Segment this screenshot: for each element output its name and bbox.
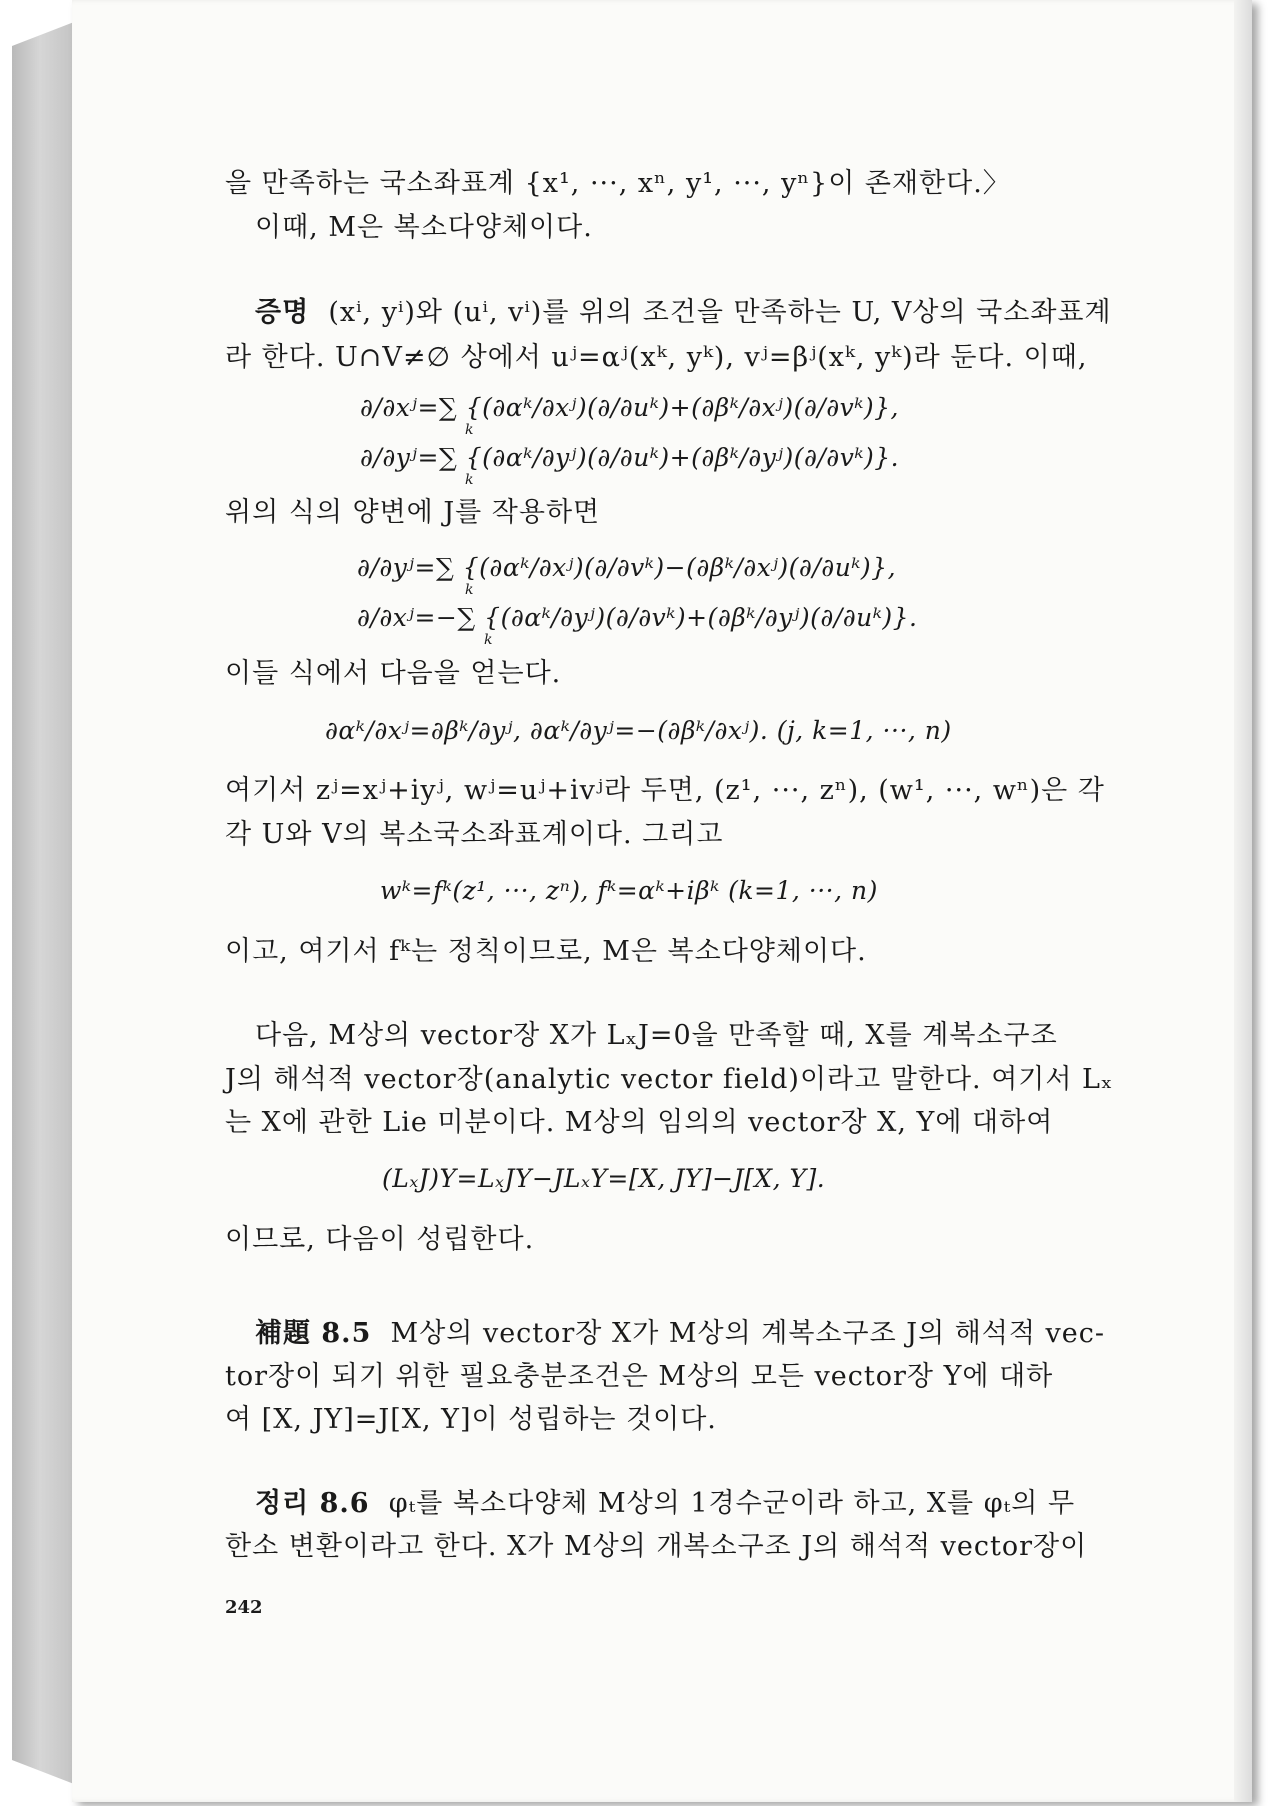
theorem-line-2: 한소 변환이라고 한다. X가 M상의 개복소구조 J의 해석적 vector장이 bbox=[225, 1531, 1088, 1562]
proof-line-2: 라 한다. U∩V≠∅ 상에서 uʲ=αʲ(xᵏ, yᵏ), vʲ=βʲ(xᵏ, yᵏ)라 둔다. 이때, bbox=[225, 342, 1088, 373]
lemma-text-1: M상의 vector장 X가 M상의 계복소구조 J의 해석적 vec- bbox=[390, 1318, 1106, 1349]
text-line-4: 이들 식에서 다음을 얻는다. bbox=[225, 658, 562, 689]
lemma-heading: 補題 8.5 bbox=[255, 1318, 372, 1349]
text-line-2: 이때, M은 복소다양체이다. bbox=[255, 212, 593, 243]
text-line-6: 각 U와 V의 복소국소좌표계이다. 그리고 bbox=[225, 819, 724, 850]
equation-3: ∂/∂yʲ=∑ {(∂αᵏ/∂xʲ)(∂/∂vᵏ)−(∂βᵏ/∂xʲ)(∂/∂uᵏ)}, bbox=[357, 553, 897, 582]
sum-index-2: k bbox=[465, 472, 474, 488]
equation-2: ∂/∂yʲ=∑ {(∂αᵏ/∂yʲ)(∂/∂uᵏ)+(∂βᵏ/∂yʲ)(∂/∂vᵏ)}. bbox=[360, 443, 900, 472]
equation-7: (LₓJ)Y=LₓJY−JLₓY=[X, JY]−J[X, Y]. bbox=[382, 1164, 826, 1193]
text-line-8: 다음, M상의 vector장 X가 LₓJ=0을 만족할 때, X를 계복소구조 bbox=[255, 1020, 1058, 1051]
sum-index-1: k bbox=[465, 422, 474, 438]
lemma-line-1 bbox=[255, 1317, 1105, 1351]
text-line-10: 는 X에 관한 Lie 미분이다. M상의 임의의 vector장 X, Y에 대하여 bbox=[225, 1107, 1054, 1138]
lemma-line-3: 여 [X, JY]=J[X, Y]이 성립하는 것이다. bbox=[225, 1404, 717, 1435]
theorem-heading: 정리 8.6 bbox=[255, 1488, 370, 1519]
proof-text-1: (xⁱ, yⁱ)와 (uⁱ, vⁱ)를 위의 조건을 만족하는 U, V상의 국소좌표계 bbox=[328, 297, 1112, 328]
equation-4: ∂/∂xʲ=−∑ {(∂αᵏ/∂yʲ)(∂/∂vᵏ)+(∂βᵏ/∂yʲ)(∂/∂uᵏ)}. bbox=[357, 603, 918, 632]
theorem-line-1 bbox=[255, 1487, 1075, 1521]
text-line-7: 이고, 여기서 fᵏ는 정칙이므로, M은 복소다양체이다. bbox=[225, 936, 867, 967]
equation-1: ∂/∂xʲ=∑ {(∂αᵏ/∂xʲ)(∂/∂uᵏ)+(∂βᵏ/∂xʲ)(∂/∂vᵏ)}, bbox=[360, 393, 900, 422]
proof-line-1 bbox=[255, 296, 1112, 330]
text-line-9: J의 해석적 vector장(analytic vector field)이라고 말한다. 여기서 Lₓ bbox=[225, 1064, 1114, 1095]
proof-heading: 증명 bbox=[255, 297, 310, 328]
sum-index-4: k bbox=[484, 632, 493, 648]
equation-6: wᵏ=fᵏ(z¹, ···, zⁿ), fᵏ=αᵏ+iβᵏ (k=1, ···, n) bbox=[380, 876, 878, 905]
page-number: 242 bbox=[225, 1597, 263, 1618]
text-line-11: 이므로, 다음이 성립한다. bbox=[225, 1224, 535, 1255]
theorem-text-1: φₜ를 복소다양체 M상의 1경수군이라 하고, X를 φₜ의 무 bbox=[388, 1488, 1076, 1519]
page-edge bbox=[1234, 0, 1252, 1802]
text-line-3: 위의 식의 양변에 J를 작용하면 bbox=[225, 497, 601, 528]
book-spine bbox=[12, 22, 74, 1784]
sum-index-3: k bbox=[465, 582, 474, 598]
equation-5: ∂αᵏ/∂xʲ=∂βᵏ/∂yʲ, ∂αᵏ/∂yʲ=−(∂βᵏ/∂xʲ). (j, k=1, ···, n) bbox=[325, 716, 952, 745]
text-line-1: 을 만족하는 국소좌표계 {x¹, ···, xⁿ, y¹, ···, yⁿ}이 존재한다.〉 bbox=[225, 168, 1011, 199]
text-line-5: 여기서 zʲ=xʲ+iyʲ, wʲ=uʲ+ivʲ라 두면, (z¹, ···, zⁿ), (w¹, ···, wⁿ)은 각 bbox=[225, 775, 1105, 806]
lemma-line-2: tor장이 되기 위한 필요충분조건은 M상의 모든 vector장 Y에 대하 bbox=[225, 1361, 1054, 1392]
